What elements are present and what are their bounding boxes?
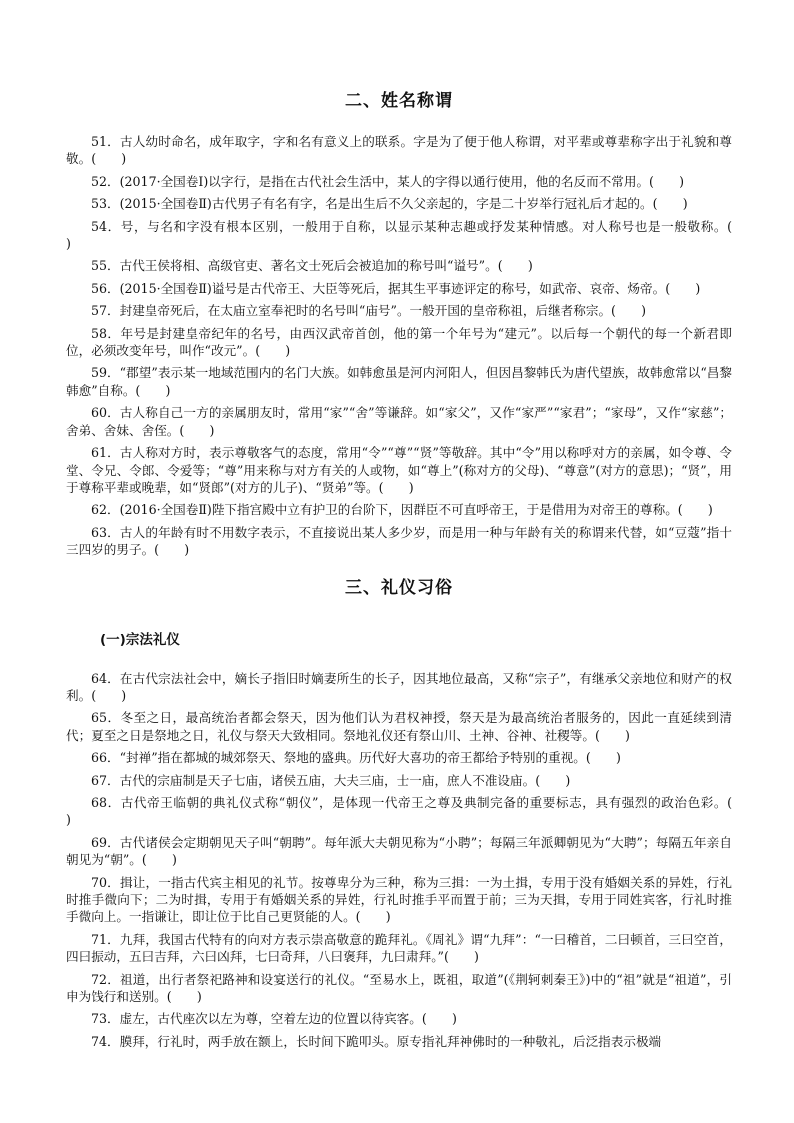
question-item: 65．冬至之日，最高统治者都会祭天，因为他们认为君权神授，祭天是为最高统治者服务的，因此一直延续到清代；夏至之日是祭地之日，礼仪与祭天大致相同。祭地礼仪还有祭山川、土神、谷神、社稷等。( ) xyxy=(66,710,732,743)
question-item: 62．(2016·全国卷Ⅱ)陛下指宫殿中立有护卫的台阶下，因群臣不可直呼帝王，于是借用为对帝王的尊称。( ) xyxy=(91,502,713,518)
question-item: 57．封建皇帝死后，在太庙立室奉祀时的名号叫“庙号”。一般开国的皇帝称祖，后继者称宗。( ) xyxy=(91,303,647,319)
question-item: 52．(2017·全国卷Ⅰ)以字行，是指在古代社会生活中，某人的字得以通行使用，他的名反而不常用。( ) xyxy=(91,173,685,189)
question-item: 67．古代的宗庙制是天子七庙，诸侯五庙，大夫三庙，士一庙，庶人不准设庙。( ) xyxy=(91,772,571,788)
question-item: 53．(2015·全国卷Ⅱ)古代男子有名有字，名是出生后不久父亲起的，字是二十岁举行冠礼后才起的。( ) xyxy=(91,196,688,212)
question-item: 64．在古代宗法社会中，嫡长子指旧时嫡妻所生的长子，因其地位最高，又称“宗子”，有继承父亲地位和财产的权利。( ) xyxy=(66,670,732,703)
question-item: 74．膜拜，行礼时，两手放在额上，长时间下跪叩头。原专指礼拜神佛时的一种敬礼，后泛指表示极端 xyxy=(91,1033,662,1049)
question-item: 72．祖道，出行者祭祀路神和设宴送行的礼仪。“至易水上，既祖，取道”(《荆轲刺秦王》)中的“祖”就是“祖道”，引申为饯行和送别。( ) xyxy=(66,971,732,1005)
section-title-names: 二、姓名称谓 xyxy=(345,91,453,111)
document-page xyxy=(66,86,758,1055)
question-item: 55．古代王侯将相、高级官吏、著名文士死后会被追加的称号叫“谥号”。( ) xyxy=(91,258,533,274)
question-list-names xyxy=(66,133,758,559)
subsection-title: (一)宗法礼仪 xyxy=(100,631,180,648)
section-title-etiquette: 三、礼仪习俗 xyxy=(345,577,453,598)
question-item: 70．揖让，一指古代宾主相见的礼节。按尊卑分为三种，称为三揖：一为土揖，专用于没有婚姻关系的异姓，行礼时推手微向下；二为时揖，专用于有婚姻关系的异姓，行礼时推手平而置于前；三为天揖，专用于同姓宾客，行礼时推手微向上。一指谦让，即让位于比自己更贤能的人。( ) xyxy=(66,874,732,925)
question-item: 58．年号是封建皇帝纪年的名号，由西汉武帝首创，他的第一个年号为“建元”。以后每一个朝代的每一个新君即位，必须改变年号，叫作“改元”。( ) xyxy=(66,325,732,359)
question-item: 61．古人称对方时，表示尊敬客气的态度，常用“令”“尊”“贤”等敬辞。其中“令”用以称呼对方的亲属，如令尊、令堂、令兄、令郎、令爱等；“尊”用来称与对方有关的人或物，如“尊上”(称对方的父母)、“尊意”(对方的意思)；“贤”，用于尊称平辈或晚辈，如“贤郎”(对方的儿子)、“贤弟”等。( ) xyxy=(66,445,732,495)
question-item: 63．古人的年龄有时不用数字表示，不直接说出某人多少岁，而是用一种与年龄有关的称谓来代替，如“豆蔻”指十三四岁的男子。( ) xyxy=(66,524,732,558)
question-item: 71．九拜，我国古代特有的向对方表示崇高敬意的跪拜礼。《周礼》谓“九拜”：“一曰稽首，二曰顿首，三曰空首，四曰振动，五曰吉拜，六曰凶拜，七曰奇拜，八曰褒拜，九曰肃拜。”( ) xyxy=(66,931,732,965)
question-item: 54．号，与名和字没有根本区别，一般用于自称，以显示某种志趣或抒发某种情感。对人称号也是一般敬称。( ) xyxy=(66,218,758,252)
question-item: 60．古人称自己一方的亲属朋友时，常用“家”“舍”等谦辞。如“家父”，又作“家严”“家君”；“家母”，又作“家慈”；舍弟、舍妹、舍侄。( ) xyxy=(66,405,732,438)
question-item: 56．(2015·全国卷Ⅱ)谥号是古代帝王、大臣等死后，据其生平事迹评定的称号，如武帝、哀帝、炀帝。( ) xyxy=(91,280,701,296)
question-list-etiquette xyxy=(66,670,758,1051)
question-item: 68．古代帝王临朝的典礼仪式称“朝仪”，是体现一代帝王之尊及典制完备的重要标志，具有强烈的政治色彩。( ) xyxy=(66,794,758,828)
question-item: 66．“封禅”指在都城的城郊祭天、祭地的盛典。历代好大喜功的帝王都给予特别的重视。( ) xyxy=(91,750,621,766)
question-item: 69．古代诸侯会定期朝见天子叫“朝聘”。每年派大夫朝见称为“小聘”；每隔三年派卿朝见为“大聘”；每隔五年亲自朝见为“朝”。( ) xyxy=(66,834,732,868)
question-item: 51．古人幼时命名，成年取字，字和名有意义上的联系。字是为了便于他人称谓，对平辈或尊辈称字出于礼貌和尊敬。( ) xyxy=(66,134,732,167)
question-item: 73．虚左，古代座次以左为尊，空着左边的位置以待宾客。( ) xyxy=(91,1011,457,1027)
question-item: 59．“郡望”表示某一地域范围内的名门大族。如韩愈虽是河内河阳人，但因昌黎韩氏为唐代望族，故韩愈常以“昌黎韩愈”自称。( ) xyxy=(66,365,732,398)
